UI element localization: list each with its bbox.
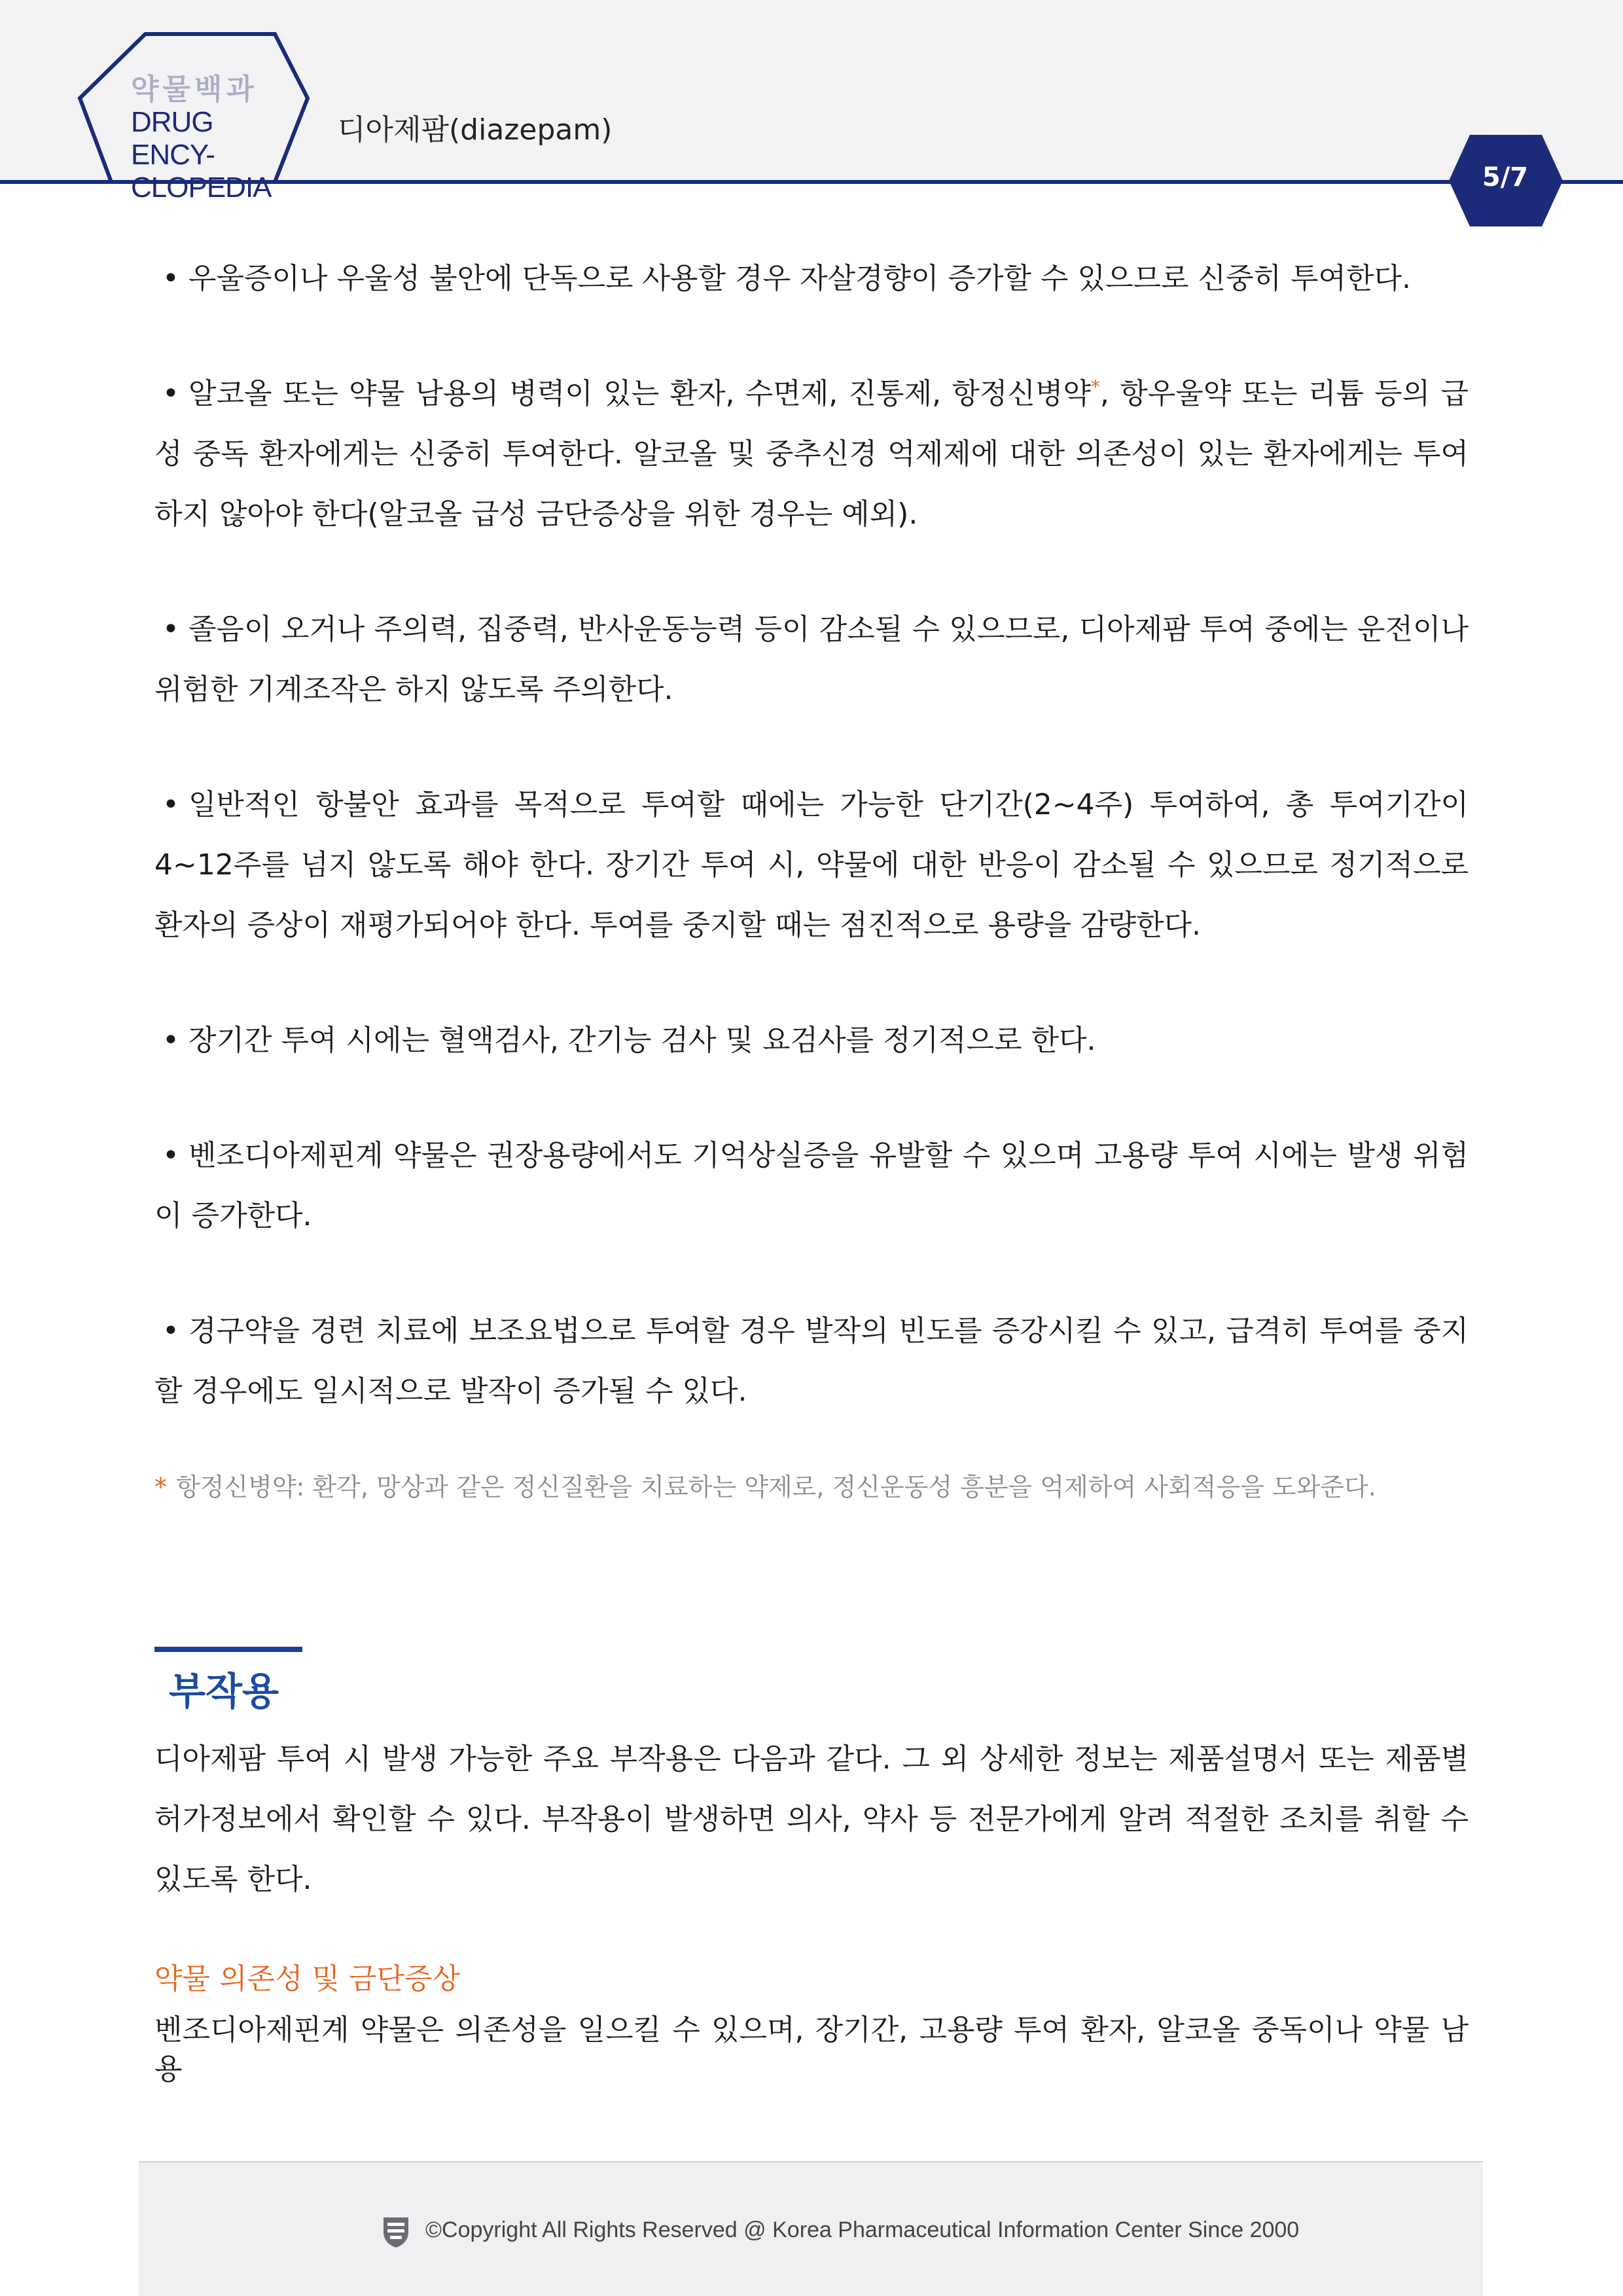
section-heading: 부작용: [169, 1669, 279, 1713]
bullet-item: [154, 249, 1469, 309]
logo-english-line1: DRUG ENCY-: [131, 106, 215, 171]
subsection-text: 벤조디아제핀계 약물은 의존성을 일으킬 수 있으며, 장기간, 고용량 투여 환자, 알코올 중독이나 약물 남용: [154, 2013, 1469, 2086]
logo-korean: 약물백과: [131, 73, 259, 106]
page-number: 5/7: [1482, 162, 1529, 192]
bullet-item: [154, 1126, 1469, 1246]
footnote-text: 항정신병약: 환각, 망상과 같은 정신질환을 치료하는 약제로, 정신운동성 흥분을 억제하여 사회적응을 도와준다.: [176, 1473, 1376, 1501]
bullet-item: [154, 600, 1469, 720]
footnote-marker: *: [1090, 376, 1100, 398]
copyright-text: ©Copyright All Rights Reserved @ Korea Pharmaceutical Information Center Since 2000: [425, 2217, 1300, 2242]
bullet-text: 졸음이 오거나 주의력, 집중력, 반사운동능력 등이 감소될 수 있으므로, 디아제팜 투여 중에는 운전이나 위험한 기계조작은 하지 않도록 주의한다.: [154, 613, 1469, 706]
section-intro: 디아제팜 투여 시 발생 가능한 주요 부작용은 다음과 같다. 그 외 상세한 정보는 제품설명서 또는 제품별 허가정보에서 확인할 수 있다. 부작용이 발생하면 의사, 약사 등 전문가에게 알려 적절한 조치를 취할 수 있도록 한다.: [154, 1742, 1469, 1896]
bullet-symbol: •: [162, 788, 179, 821]
bullet-text: 알코올 또는 약물 남용의 병력이 있는 환자, 수면제, 진통제, 항정신병약: [188, 377, 1091, 410]
bullet-symbol: •: [162, 377, 179, 410]
bullet-item: [154, 1011, 1469, 1071]
footnote-marker: *: [154, 1473, 167, 1501]
bullet-text: 벤조디아제핀계 약물은 권장용량에서도 기억상실증을 유발할 수 있으며 고용량 투여 시에는 발생 위험이 증가한다.: [154, 1139, 1469, 1232]
logo-english: [131, 106, 301, 204]
footnote: [154, 1467, 1469, 1507]
bullet-item: [154, 1301, 1469, 1422]
bullet-text: 경구약을 경련 치료에 보조요법으로 투여할 경우 발작의 빈도를 증강시킬 수 있고, 급격히 투여를 중지할 경우에도 일시적으로 발작이 증가될 수 있다.: [154, 1314, 1469, 1408]
bullet-symbol: •: [162, 262, 179, 295]
bullet-text: 일반적인 항불안 효과를 목적으로 투여할 때에는 가능한 단기간(2~4주) 투여하여, 총 투여기간이 4~12주를 넘지 않도록 해야 한다. 장기간 투여 시, 약물에 대한 반응이 감소될 수 있으므로 정기적으로 환자의 증상이 재평가되어야 한다. 투여를 중지할 때는 점진적으로 용량을 감량한다.: [154, 788, 1469, 942]
bullet-text: 장기간 투여 시에는 혈액검사, 간기능 검사 및 요검사를 정기적으로 한다.: [188, 1024, 1096, 1057]
bullet-symbol: •: [162, 1314, 179, 1348]
bullet-symbol: •: [162, 1024, 179, 1057]
bullet-text: 우울증이나 우울성 불안에 단독으로 사용할 경우 자살경향이 증가할 수 있으므로 신중히 투여한다.: [188, 262, 1411, 295]
bullet-symbol: •: [162, 1139, 179, 1172]
logo-english-line2: CLOPEDIA: [131, 171, 272, 204]
bullet-text: , 항우울약 또는 리튬 등의 급성 중독 환자에게는 신중히 투여한다. 알코올 및 중추신경 억제제에 대한 의존성이 있는 환자에게는 투여하지 않아야 한다(알코올 급성 금단증상을 위한 경우는 예외).: [154, 377, 1469, 531]
bullet-item: [154, 364, 1469, 545]
document-title: 디아제팜(diazepam): [338, 113, 613, 147]
subsection-heading: 약물 의존성 및 금단증상: [154, 1962, 460, 1996]
bullet-item: [154, 775, 1469, 956]
main-content: [154, 249, 1469, 2089]
section-accent-bar: [154, 1647, 302, 1652]
bullet-symbol: •: [162, 613, 179, 646]
shield-logo-icon: [381, 2215, 411, 2249]
